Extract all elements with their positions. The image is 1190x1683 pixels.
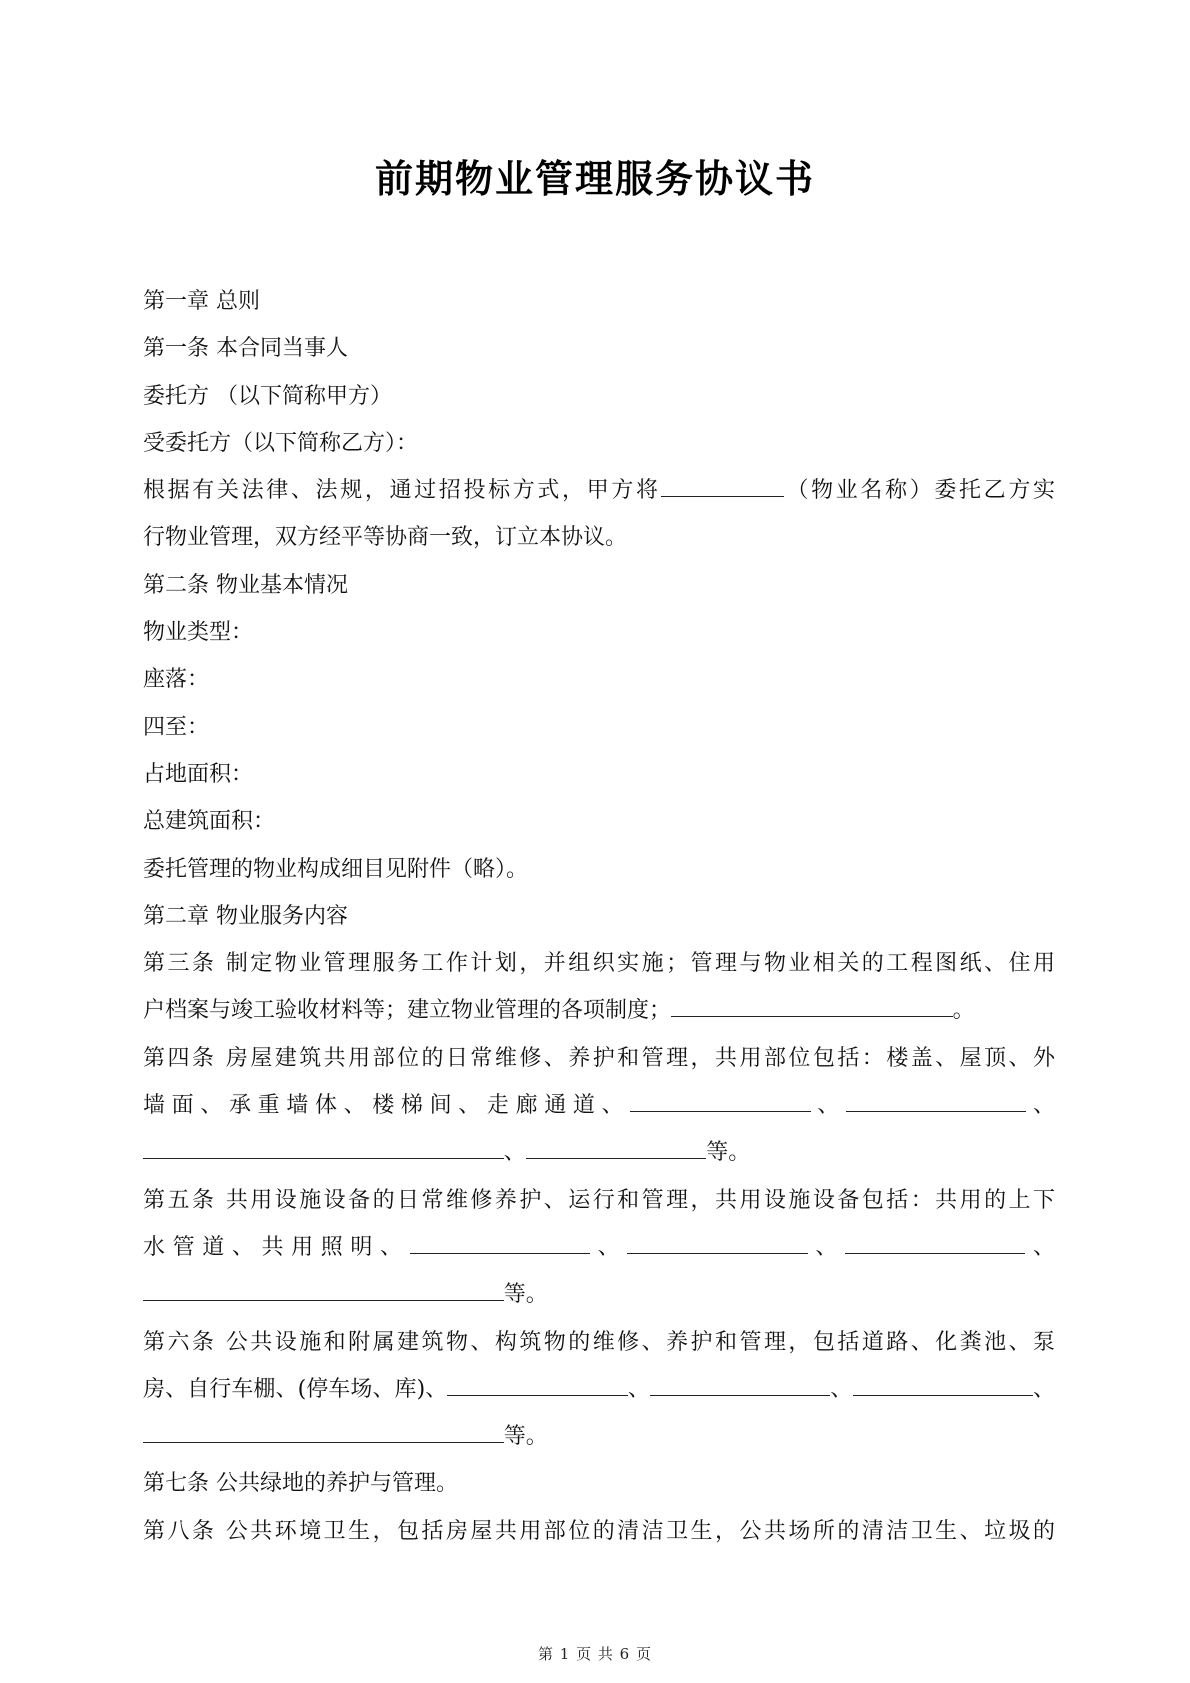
- page-footer: 第 1 页 共 6 页: [538, 1645, 652, 1663]
- line-text: 、: [627, 1376, 650, 1402]
- line-text: 水管道、共用照明、: [143, 1234, 410, 1260]
- line-text: 、: [503, 1140, 526, 1166]
- fill-in-blank: [853, 1372, 1033, 1396]
- fill-in-blank: [661, 473, 784, 497]
- fill-in-blank: [143, 1277, 323, 1301]
- line-text: 根据有关法律、法规，通过招投标方式，甲方将: [143, 478, 661, 504]
- fill-in-blank: [143, 1419, 323, 1443]
- fill-in-blank: [323, 1419, 503, 1443]
- fill-in-blank: [143, 1135, 323, 1159]
- document-line: 四至：: [143, 714, 210, 740]
- line-text: 、: [1032, 1376, 1055, 1402]
- fill-in-blank: [650, 1372, 830, 1396]
- fill-in-blank: [323, 1277, 503, 1301]
- fill-in-blank: [846, 1088, 1026, 1112]
- document-line: 第三条 制定物业管理服务工作计划，并组织实施；管理与物业相关的工程图纸、住用: [143, 951, 1055, 977]
- line-text: 墙面、承重墙体、楼梯间、走廊通道、: [143, 1093, 631, 1119]
- line-text: 户档案与竣工验收材料等；建立物业管理的各项制度；: [143, 998, 672, 1024]
- fill-in-blank: [671, 993, 953, 1017]
- document-line: 第七条 公共绿地的养护与管理。: [143, 1471, 458, 1497]
- line-text: （物业名称）委托乙方实: [783, 478, 1055, 504]
- fill-in-blank: [630, 1088, 810, 1112]
- document-line: [143, 1224, 1055, 1271]
- document-line: [143, 1366, 1055, 1413]
- document-line: 座落：: [143, 667, 210, 693]
- document-line: 委托管理的物业构成细目见附件（略）。: [143, 856, 529, 882]
- document-line: 行物业管理，双方经平等协商一致，订立本协议。: [143, 525, 628, 551]
- document-line: 第一条 本合同当事人: [143, 336, 348, 362]
- document-line: 总建筑面积：: [143, 809, 276, 835]
- document-line: [143, 467, 1055, 514]
- line-text: 、: [810, 1093, 846, 1119]
- document-line: 第八条 公共环境卫生，包括房屋共用部位的清洁卫生，公共场所的清洁卫生、垃圾的: [143, 1518, 1055, 1544]
- document-line: 第五条 共用设施设备的日常维修养护、运行和管理，共用设施设备包括：共用的上下: [143, 1187, 1055, 1213]
- document-line: [143, 987, 1055, 1034]
- line-text: 。: [952, 998, 975, 1024]
- line-text: 等。: [706, 1140, 751, 1166]
- document-line: 第一章 总则: [143, 289, 260, 314]
- document-line: [143, 1129, 1055, 1176]
- document-line: 第四条 房屋建筑共用部位的日常维修、养护和管理，共用部位包括：楼盖、屋顶、外: [143, 1045, 1055, 1071]
- document-title: 前期物业管理服务协议书: [374, 157, 815, 201]
- fill-in-blank: [410, 1230, 590, 1254]
- line-text: 房、自行车棚、(停车场、库)、: [143, 1376, 448, 1402]
- document-line: 委托方 （以下简称甲方）: [143, 383, 392, 409]
- line-text: 等。: [503, 1424, 548, 1450]
- document-line: 物业类型：: [143, 620, 254, 646]
- document-line: 占地面积：: [143, 761, 254, 787]
- line-text: 、: [590, 1234, 628, 1260]
- document-line: [143, 1271, 1055, 1318]
- fill-in-blank: [447, 1372, 627, 1396]
- line-text: 、: [1026, 1093, 1055, 1119]
- document-line: 第六条 公共设施和附属建筑物、构筑物的维修、养护和管理，包括道路、化粪池、泵: [143, 1329, 1055, 1355]
- line-text: 、: [830, 1376, 853, 1402]
- line-text: 等。: [503, 1282, 548, 1308]
- document-line: [143, 1082, 1055, 1129]
- document-line: 受委托方（以下简称乙方）：: [143, 430, 419, 456]
- document-body: [143, 278, 1055, 1555]
- line-text: 、: [1025, 1234, 1055, 1260]
- fill-in-blank: [526, 1135, 706, 1159]
- document-line: 第二章 物业服务内容: [143, 903, 348, 929]
- document-line: [143, 1413, 1055, 1460]
- document-line: 第二条 物业基本情况: [143, 572, 348, 598]
- fill-in-blank: [845, 1230, 1025, 1254]
- fill-in-blank: [323, 1135, 503, 1159]
- line-text: 、: [807, 1234, 845, 1260]
- fill-in-blank: [627, 1230, 807, 1254]
